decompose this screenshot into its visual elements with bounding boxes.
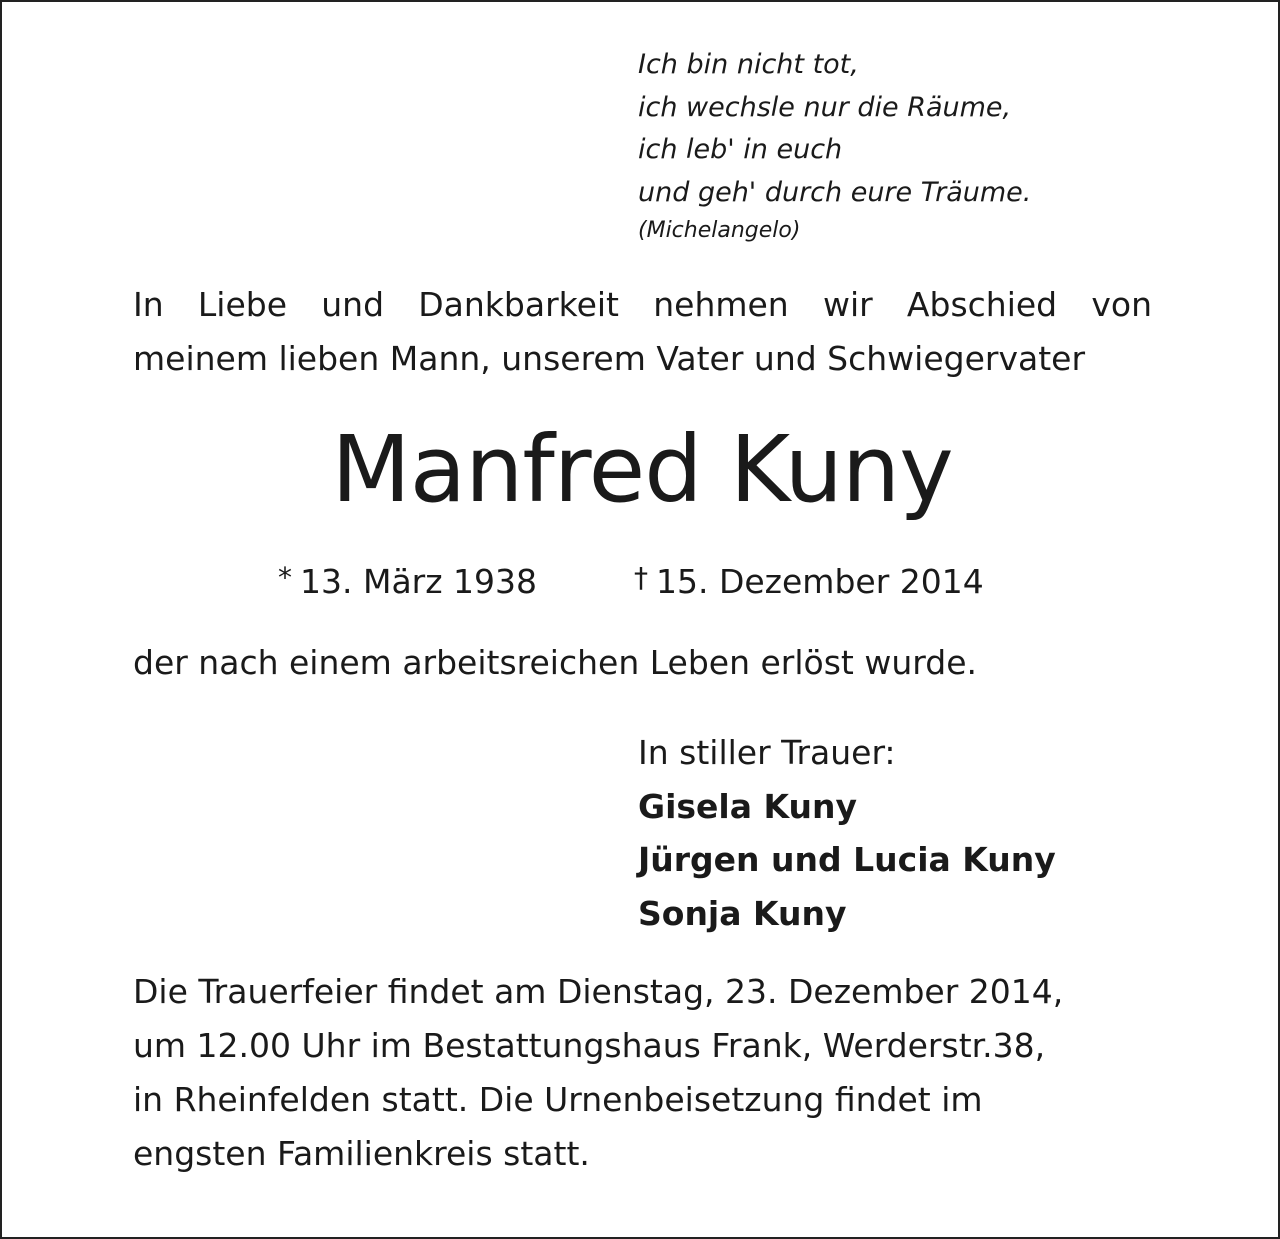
death-symbol: † (634, 561, 648, 594)
poem-author: (Michelangelo) (638, 218, 801, 243)
intro-line: In Liebe und Dankbarkeit nehmen wir Abschied von (133, 285, 1152, 324)
intro-line: meinem lieben Mann, unserem Vater und Schwiegervater (133, 339, 1086, 378)
death-date: 15. Dezember 2014 (656, 562, 984, 601)
ceremony-line: in Rheinfelden statt. Die Urnenbeisetzung findet im (133, 1080, 983, 1119)
mourner-name: Gisela Kuny (638, 786, 857, 826)
mourners-block (638, 726, 1056, 940)
memorial-poem (638, 44, 1031, 248)
deceased-name: Manfred Kuny (331, 416, 953, 523)
ceremony-line: engsten Familienkreis statt. (133, 1134, 590, 1173)
mourners-label: In stiller Trauer: (638, 733, 896, 772)
intro-text (133, 278, 1152, 386)
mourner-name: Sonja Kuny (638, 893, 847, 933)
birth-symbol: * (278, 561, 292, 594)
ceremony-line: Die Trauerfeier findet am Dienstag, 23. Dezember 2014, (133, 972, 1064, 1011)
poem-line: ich leb' in euch (638, 134, 843, 165)
life-statement: der nach einem arbeitsreichen Leben erlöst wurde. (133, 643, 977, 682)
poem-line: Ich bin nicht tot, (638, 49, 859, 80)
ceremony-info (133, 965, 1063, 1181)
death-date-line (634, 554, 984, 606)
mourner-name: Jürgen und Lucia Kuny (638, 840, 1056, 879)
poem-line: ich wechsle nur die Räume, (638, 91, 1012, 123)
birth-date-line (278, 554, 537, 606)
poem-line: und geh' durch eure Träume. (638, 176, 1032, 208)
birth-date: 13. März 1938 (300, 562, 538, 601)
ceremony-line: um 12.00 Uhr im Bestattungshaus Frank, Werderstr.38, (133, 1026, 1046, 1065)
